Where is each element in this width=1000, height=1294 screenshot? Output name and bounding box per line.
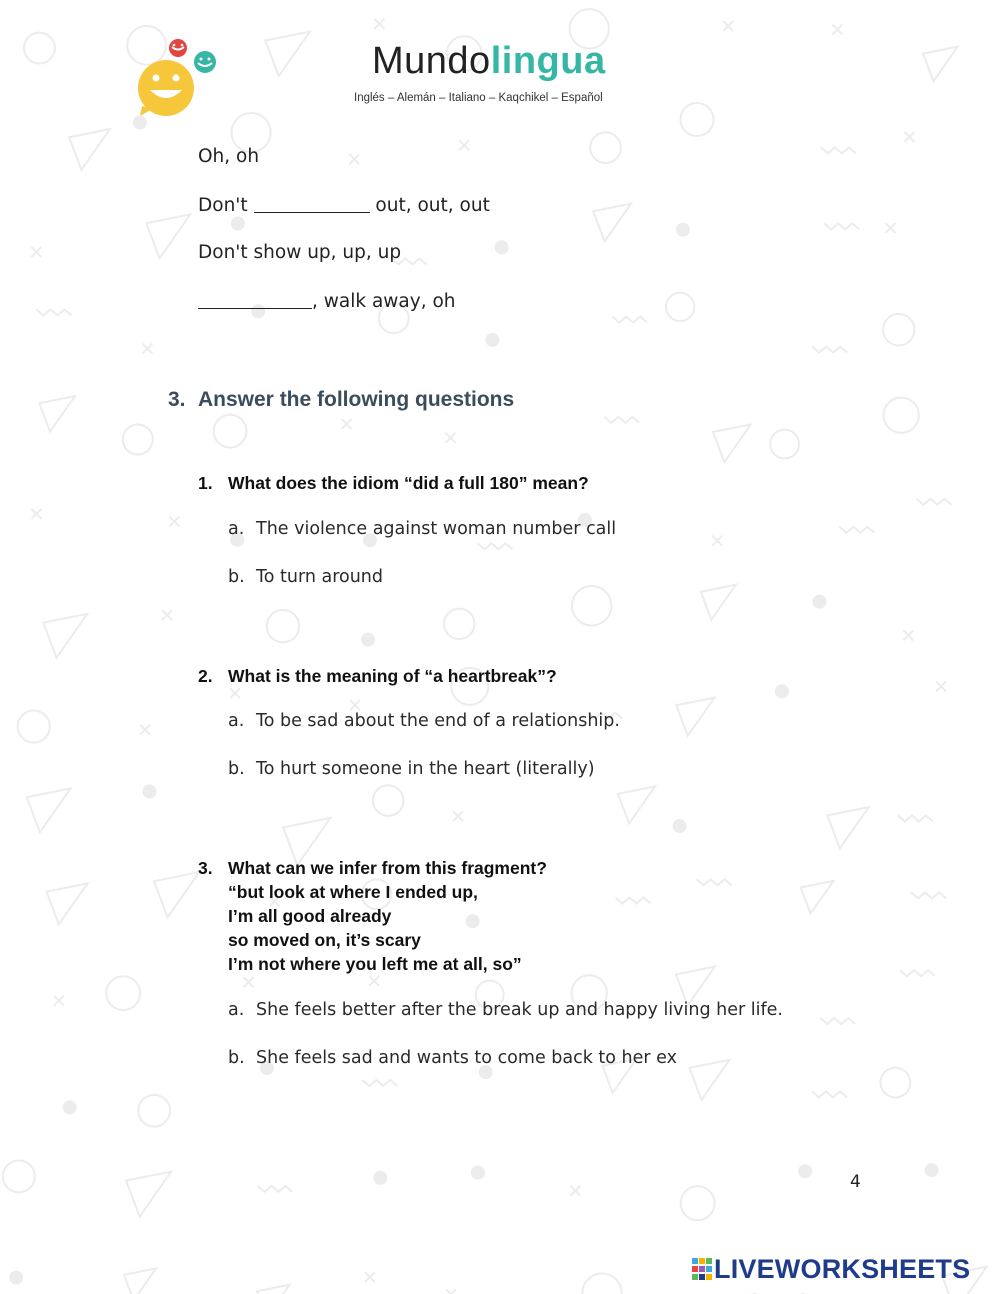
- pattern-zigzag: [612, 316, 647, 322]
- pattern-circle: [572, 586, 612, 626]
- pattern-triangle: [146, 214, 190, 258]
- pattern-cross: [453, 811, 463, 821]
- page-number: 4: [850, 1172, 861, 1192]
- section-title-text: Answer the following questions: [198, 388, 515, 411]
- pattern-triangle: [701, 585, 736, 620]
- question-1: [198, 471, 589, 495]
- pattern-zigzag: [812, 347, 847, 353]
- question-2: [198, 664, 557, 688]
- pattern-dot: [925, 1163, 939, 1177]
- question-1-option-a[interactable]: [228, 519, 616, 539]
- pattern-cross: [459, 140, 469, 150]
- pattern-circle: [214, 415, 247, 448]
- pattern-cross: [142, 344, 152, 354]
- pattern-cross: [169, 516, 179, 526]
- pattern-zigzag: [821, 147, 856, 153]
- pattern-circle: [582, 1273, 622, 1294]
- pattern-zigzag: [604, 417, 639, 423]
- pattern-circle: [444, 609, 474, 639]
- pattern-triangle: [154, 872, 199, 917]
- pattern-triangle: [690, 1060, 730, 1100]
- pattern-cross: [140, 725, 150, 735]
- pattern-circle: [138, 1095, 170, 1127]
- pattern-cross: [904, 132, 914, 142]
- option-letter: b.: [228, 567, 245, 587]
- option-letter: a.: [228, 1000, 245, 1020]
- pattern-circle: [884, 398, 919, 433]
- pattern-triangle: [676, 698, 714, 736]
- languages-tagline: Inglés – Alemán – Italiano – Kaqchikel – Español: [354, 92, 603, 104]
- pattern-dot: [63, 1100, 77, 1114]
- pattern-dot: [231, 217, 245, 231]
- option-letter: b.: [228, 759, 245, 779]
- question-3: [198, 856, 547, 976]
- pattern-circle: [106, 976, 140, 1010]
- pattern-cross: [712, 536, 722, 546]
- pattern-cross: [369, 976, 379, 986]
- pattern-cross: [936, 681, 946, 691]
- pattern-zigzag: [839, 527, 874, 533]
- pattern-triangle: [593, 204, 631, 242]
- pattern-circle: [373, 785, 404, 816]
- pattern-dot: [373, 1171, 387, 1185]
- pattern-zigzag: [812, 1091, 847, 1097]
- pattern-zigzag: [898, 815, 933, 821]
- pattern-triangle: [43, 614, 87, 658]
- fragment-line-2: I’m all good already: [228, 906, 392, 926]
- pattern-cross: [244, 977, 254, 987]
- pattern-cross: [570, 1186, 580, 1196]
- option-letter: a.: [228, 711, 245, 731]
- pattern-zigzag: [911, 892, 946, 898]
- mundolingua-logo-icon: [132, 36, 224, 118]
- pattern-zigzag: [478, 543, 513, 549]
- lyric-line-1: Oh, oh: [198, 146, 260, 167]
- fill-in-blank-2[interactable]: [198, 290, 312, 309]
- question-1-option-b[interactable]: [228, 567, 383, 587]
- pattern-zigzag: [916, 499, 951, 505]
- pattern-dot: [361, 633, 375, 647]
- brand-name-part2: lingua: [490, 40, 606, 82]
- liveworksheets-wordmark: LIVEWORKSHEETS: [714, 1254, 971, 1284]
- pattern-cross: [832, 24, 842, 34]
- pattern-cross: [885, 223, 895, 233]
- pattern-dot: [495, 240, 509, 254]
- option-text: To turn around: [256, 567, 384, 587]
- lyric-line-3: Don't show up, up, up: [198, 242, 402, 263]
- pattern-dot: [471, 1166, 485, 1180]
- pattern-zigzag: [36, 309, 71, 315]
- pattern-zigzag: [696, 879, 731, 885]
- pattern-zigzag: [258, 1186, 293, 1192]
- question-text: What does the idiom “did a full 180” mean?: [228, 473, 589, 493]
- question-text: What can we infer from this fragment?: [228, 858, 547, 878]
- pattern-cross: [54, 996, 64, 1006]
- pattern-circle: [18, 710, 50, 742]
- pattern-cross: [374, 19, 384, 29]
- pattern-circle: [880, 1068, 910, 1098]
- option-text: She feels sad and wants to come back to her ex: [256, 1048, 677, 1068]
- pattern-triangle: [39, 396, 75, 432]
- fill-in-blank-1[interactable]: [254, 194, 370, 213]
- brand-name-part1: Mundo: [372, 40, 491, 82]
- pattern-dot: [676, 223, 690, 237]
- liveworksheets-logo-icon: [692, 1258, 712, 1280]
- pattern-triangle: [124, 1268, 156, 1294]
- pattern-circle: [267, 610, 299, 642]
- question-3-option-b[interactable]: [228, 1048, 677, 1068]
- pattern-triangle: [27, 789, 71, 833]
- pattern-circle: [681, 1186, 715, 1220]
- question-2-option-a[interactable]: [228, 711, 620, 731]
- question-text: What is the meaning of “a heartbreak”?: [228, 666, 557, 686]
- pattern-cross: [31, 509, 41, 519]
- pattern-circle: [883, 314, 914, 345]
- option-text: The violence against woman number call: [256, 519, 617, 539]
- pattern-circle: [590, 132, 621, 163]
- pattern-triangle: [618, 786, 655, 823]
- lyric-line-2: [198, 194, 490, 216]
- pattern-triangle: [47, 884, 88, 925]
- pattern-dot: [485, 333, 499, 347]
- option-text: She feels better after the break up and happy living her life.: [256, 1000, 783, 1020]
- lyric-line-2-suffix: out, out, out: [375, 195, 490, 216]
- pattern-cross: [162, 610, 172, 620]
- pattern-triangle: [923, 47, 958, 82]
- pattern-zigzag: [362, 1080, 397, 1086]
- pattern-circle: [24, 33, 55, 64]
- lyric-line-2-prefix: Don't: [198, 195, 248, 216]
- pattern-cross: [723, 21, 733, 31]
- question-3-option-a[interactable]: [228, 1000, 783, 1020]
- pattern-cross: [903, 630, 913, 640]
- pattern-dot: [673, 819, 687, 833]
- question-number: 2.: [198, 666, 213, 686]
- fragment-line-1: “but look at where I ended up,: [228, 882, 478, 902]
- option-letter: a.: [228, 519, 245, 539]
- option-text: To hurt someone in the heart (literally): [256, 759, 595, 779]
- pattern-zigzag: [900, 970, 935, 976]
- pattern-cross: [446, 433, 456, 443]
- lyric-line-4: [198, 290, 456, 312]
- pattern-cross: [350, 700, 360, 710]
- pattern-cross: [446, 1289, 456, 1294]
- pattern-dot: [143, 784, 157, 798]
- fragment-line-4: I’m not where you left me at all, so”: [228, 954, 522, 974]
- pattern-triangle: [713, 424, 751, 462]
- pattern-triangle: [801, 881, 834, 914]
- pattern-triangle: [126, 1172, 171, 1217]
- pattern-cross: [31, 247, 41, 257]
- pattern-cross: [349, 154, 359, 164]
- pattern-dot: [775, 684, 789, 698]
- option-letter: b.: [228, 1048, 245, 1068]
- pattern-dot: [798, 1164, 812, 1178]
- pattern-circle: [681, 103, 714, 136]
- pattern-triangle: [265, 32, 310, 77]
- pattern-zigzag: [824, 223, 859, 229]
- pattern-triangle: [827, 807, 868, 848]
- pattern-cross: [230, 688, 240, 698]
- question-number: 1.: [198, 473, 213, 493]
- pattern-triangle: [69, 129, 110, 170]
- pattern-zigzag: [820, 1018, 855, 1024]
- option-text: To be sad about the end of a relationship.: [256, 711, 620, 731]
- pattern-zigzag: [615, 897, 650, 903]
- pattern-dot: [812, 595, 826, 609]
- pattern-cross: [342, 419, 352, 429]
- pattern-circle: [123, 425, 153, 455]
- section-number: 3.: [168, 388, 186, 411]
- pattern-circle: [770, 430, 799, 459]
- pattern-cross: [365, 1272, 375, 1282]
- pattern-dot: [9, 1271, 23, 1285]
- section-title: [168, 388, 514, 412]
- pattern-triangle: [257, 1285, 289, 1294]
- question-number: 3.: [198, 858, 213, 878]
- brand-name: [372, 40, 606, 83]
- question-2-option-b[interactable]: [228, 759, 595, 779]
- pattern-circle: [3, 1160, 35, 1192]
- pattern-circle: [666, 293, 694, 321]
- lyric-line-4-suffix: , walk away, oh: [312, 291, 456, 312]
- fragment-line-3: so moved on, it’s scary: [228, 930, 421, 950]
